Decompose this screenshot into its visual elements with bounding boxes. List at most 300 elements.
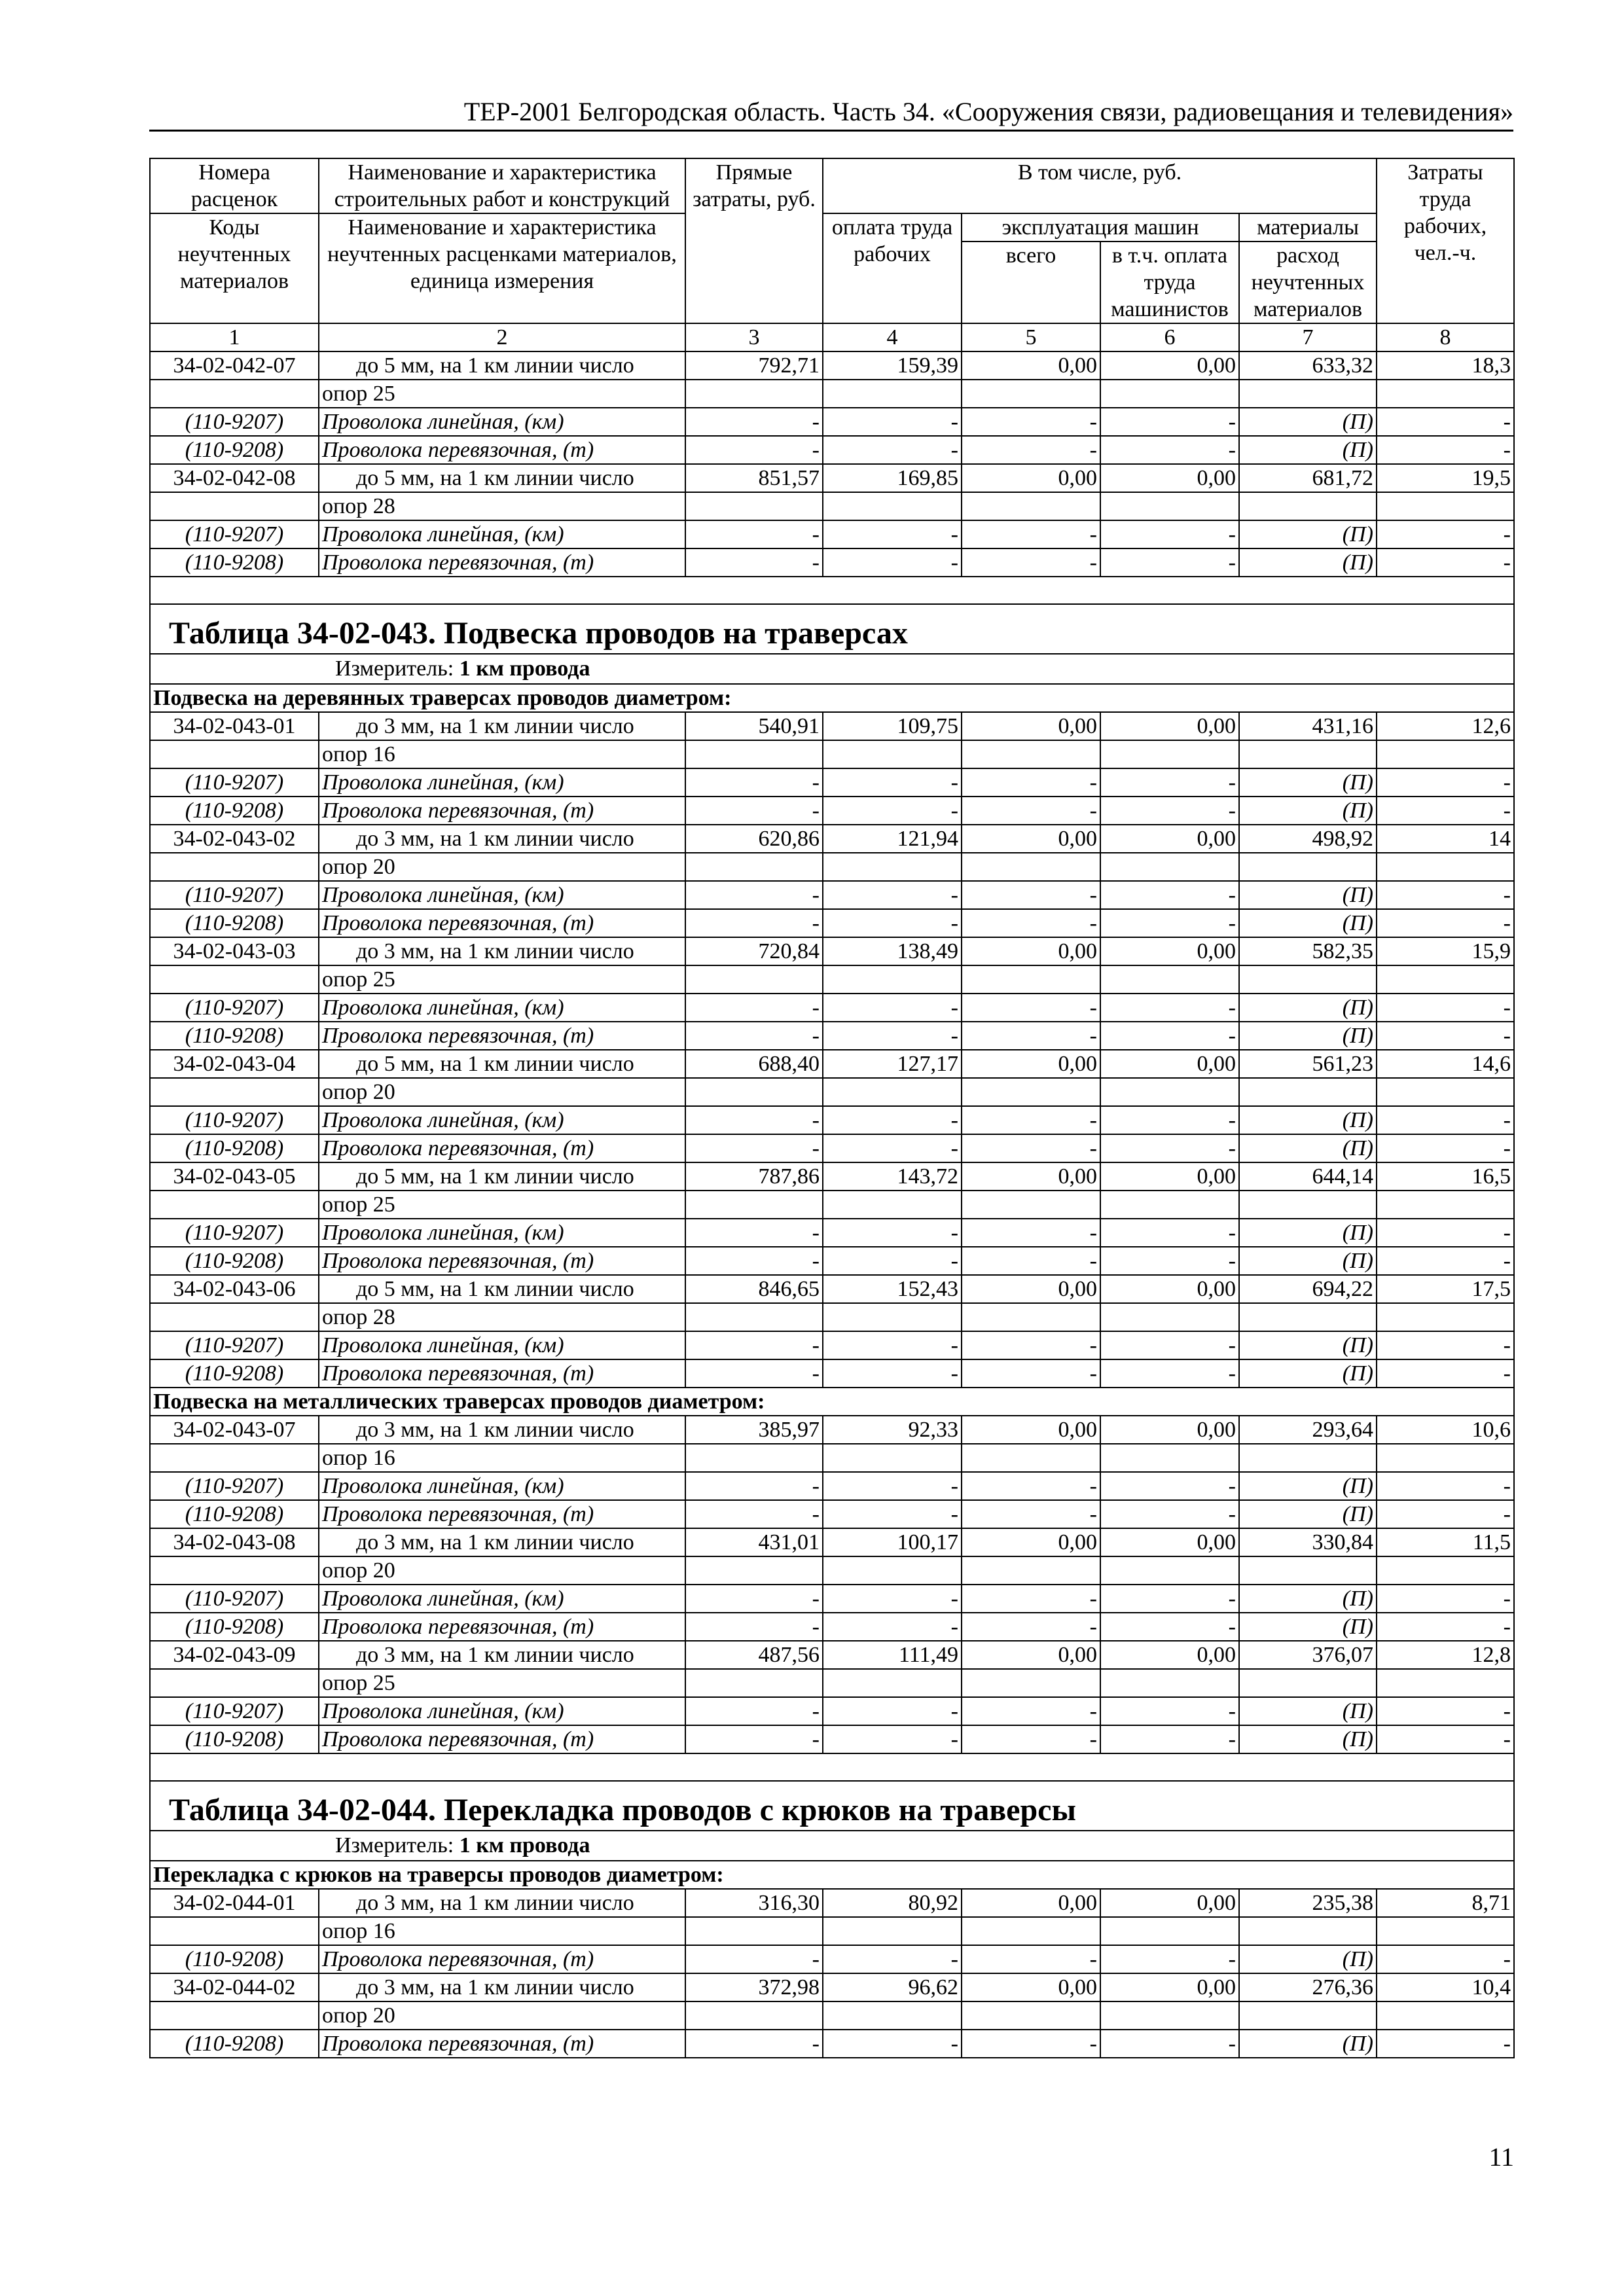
material-dash: - bbox=[1100, 881, 1239, 909]
material-row bbox=[150, 1106, 1514, 1134]
material-dash: - bbox=[685, 797, 823, 825]
material-name: Проволока перевязочная, (т) bbox=[319, 1022, 685, 1050]
page-header: ТЕР-2001 Белгородская область. Часть 34. «Сооружения связи, радиовещания и телевидения» bbox=[149, 96, 1513, 132]
value-c5: 0,00 bbox=[962, 712, 1100, 740]
value-c8: 15,9 bbox=[1377, 937, 1514, 965]
material-dash: - bbox=[962, 1359, 1100, 1388]
material-dash: - bbox=[1377, 1697, 1514, 1725]
material-dash: - bbox=[685, 548, 823, 577]
measure-value: 1 км провода bbox=[459, 656, 590, 681]
section-row bbox=[150, 684, 1514, 712]
rate-name-line1: до 3 мм, на 1 км линии число bbox=[356, 1530, 634, 1554]
material-code: (110-9207) bbox=[150, 1106, 319, 1134]
header-material-codes: Коды неучтенных материалов bbox=[150, 213, 319, 323]
material-row bbox=[150, 797, 1514, 825]
section-title: Подвеска на деревянных траверсах проводов диаметром: bbox=[150, 684, 1514, 712]
material-dash: - bbox=[962, 436, 1100, 464]
rate-name-line2: опор 25 bbox=[319, 965, 685, 994]
value-c5: 0,00 bbox=[962, 1275, 1100, 1303]
value-c7: 293,64 bbox=[1239, 1416, 1377, 1444]
rate-name bbox=[319, 1641, 685, 1669]
material-name: Проволока линейная, (км) bbox=[319, 1331, 685, 1359]
material-dash: - bbox=[1100, 1945, 1239, 1973]
value-c5: 0,00 bbox=[962, 1889, 1100, 1917]
table-title-row bbox=[150, 1781, 1514, 1831]
material-dash: - bbox=[1377, 1022, 1514, 1050]
rate-name-line1: до 3 мм, на 1 км линии число bbox=[356, 1418, 634, 1442]
material-name: Проволока линейная, (км) bbox=[319, 520, 685, 548]
material-dash: - bbox=[1100, 1613, 1239, 1641]
material-dash: - bbox=[1377, 1472, 1514, 1500]
material-dash: - bbox=[1100, 1697, 1239, 1725]
material-dash: - bbox=[1377, 1247, 1514, 1275]
material-name: Проволока перевязочная, (т) bbox=[319, 909, 685, 937]
rate-row-continued bbox=[150, 1669, 1514, 1697]
measure-label: Измеритель: bbox=[335, 656, 454, 681]
material-dash: - bbox=[685, 1472, 823, 1500]
material-dash: - bbox=[1377, 909, 1514, 937]
material-flag: (П) bbox=[1239, 1134, 1377, 1162]
rate-name-line1: до 5 мм, на 1 км линии число bbox=[356, 1277, 634, 1301]
value-c3: 316,30 bbox=[685, 1889, 823, 1917]
material-dash: - bbox=[1100, 1359, 1239, 1388]
value-c7: 431,16 bbox=[1239, 712, 1377, 740]
header-direct-costs: Прямые затраты, руб. bbox=[685, 158, 823, 323]
value-c4: 159,39 bbox=[823, 351, 962, 380]
rate-name-line1: до 3 мм, на 1 км линии число bbox=[356, 1643, 634, 1667]
material-dash: - bbox=[1100, 1472, 1239, 1500]
material-dash: - bbox=[685, 909, 823, 937]
material-code: (110-9207) bbox=[150, 1472, 319, 1500]
rate-code: 34-02-044-01 bbox=[150, 1889, 319, 1917]
material-name: Проволока линейная, (км) bbox=[319, 1585, 685, 1613]
material-name: Проволока линейная, (км) bbox=[319, 881, 685, 909]
col-num-2: 2 bbox=[319, 323, 685, 351]
material-row bbox=[150, 1585, 1514, 1613]
rate-code: 34-02-043-02 bbox=[150, 825, 319, 853]
material-dash: - bbox=[685, 2030, 823, 2058]
material-flag: (П) bbox=[1239, 436, 1377, 464]
rate-name-line1: до 3 мм, на 1 км линии число bbox=[356, 714, 634, 738]
material-name: Проволока перевязочная, (т) bbox=[319, 1613, 685, 1641]
rate-name-line1: до 5 мм, на 1 км линии число bbox=[356, 1052, 634, 1076]
material-dash: - bbox=[685, 1585, 823, 1613]
rate-name-line2: опор 20 bbox=[319, 1078, 685, 1106]
value-c5: 0,00 bbox=[962, 464, 1100, 492]
table-title-row bbox=[150, 604, 1514, 654]
value-c7: 235,38 bbox=[1239, 1889, 1377, 1917]
value-c4: 152,43 bbox=[823, 1275, 962, 1303]
material-name: Проволока линейная, (км) bbox=[319, 408, 685, 436]
rate-name bbox=[319, 825, 685, 853]
material-dash: - bbox=[1377, 520, 1514, 548]
rate-code: 34-02-043-08 bbox=[150, 1528, 319, 1556]
material-dash: - bbox=[685, 768, 823, 797]
material-name: Проволока линейная, (км) bbox=[319, 994, 685, 1022]
rate-row-continued bbox=[150, 2001, 1514, 2030]
material-dash: - bbox=[823, 2030, 962, 2058]
rate-name bbox=[319, 937, 685, 965]
material-dash: - bbox=[962, 909, 1100, 937]
value-c7: 694,22 bbox=[1239, 1275, 1377, 1303]
material-dash: - bbox=[823, 520, 962, 548]
material-code: (110-9207) bbox=[150, 520, 319, 548]
value-c5: 0,00 bbox=[962, 825, 1100, 853]
material-dash: - bbox=[823, 1134, 962, 1162]
material-row bbox=[150, 1219, 1514, 1247]
material-code: (110-9208) bbox=[150, 1134, 319, 1162]
material-row bbox=[150, 548, 1514, 577]
material-row bbox=[150, 520, 1514, 548]
material-flag: (П) bbox=[1239, 1945, 1377, 1973]
rate-row bbox=[150, 1275, 1514, 1303]
value-c5: 0,00 bbox=[962, 1528, 1100, 1556]
material-row bbox=[150, 2030, 1514, 2058]
rate-code: 34-02-044-02 bbox=[150, 1973, 319, 2001]
value-c4: 96,62 bbox=[823, 1973, 962, 2001]
material-dash: - bbox=[685, 1134, 823, 1162]
material-flag: (П) bbox=[1239, 797, 1377, 825]
material-dash: - bbox=[962, 408, 1100, 436]
material-dash: - bbox=[685, 1500, 823, 1528]
rate-row-continued bbox=[150, 1917, 1514, 1945]
value-c6: 0,00 bbox=[1100, 1528, 1239, 1556]
material-dash: - bbox=[685, 881, 823, 909]
col-num-3: 3 bbox=[685, 323, 823, 351]
rate-row bbox=[150, 937, 1514, 965]
material-code: (110-9207) bbox=[150, 1585, 319, 1613]
value-c4: 138,49 bbox=[823, 937, 962, 965]
header-worker-pay: оплата труда рабочих bbox=[823, 213, 962, 323]
material-row bbox=[150, 1472, 1514, 1500]
value-c5: 0,00 bbox=[962, 1973, 1100, 2001]
material-dash: - bbox=[1377, 1359, 1514, 1388]
material-row bbox=[150, 1945, 1514, 1973]
value-c8: 17,5 bbox=[1377, 1275, 1514, 1303]
material-dash: - bbox=[962, 1219, 1100, 1247]
material-dash: - bbox=[1377, 436, 1514, 464]
table-title: Таблица 34-02-043. Подвеска проводов на траверсах bbox=[150, 604, 1514, 654]
material-dash: - bbox=[962, 2030, 1100, 2058]
material-name: Проволока перевязочная, (т) bbox=[319, 1247, 685, 1275]
value-c3: 688,40 bbox=[685, 1050, 823, 1078]
rate-name bbox=[319, 1528, 685, 1556]
rate-name bbox=[319, 464, 685, 492]
material-row bbox=[150, 1134, 1514, 1162]
material-row bbox=[150, 1247, 1514, 1275]
material-name: Проволока линейная, (км) bbox=[319, 1219, 685, 1247]
header-row-2 bbox=[150, 213, 1514, 242]
material-row bbox=[150, 994, 1514, 1022]
material-row bbox=[150, 1697, 1514, 1725]
material-code: (110-9208) bbox=[150, 548, 319, 577]
rate-name-line2: опор 16 bbox=[319, 1444, 685, 1472]
material-dash: - bbox=[823, 1613, 962, 1641]
material-dash: - bbox=[1100, 1134, 1239, 1162]
material-dash: - bbox=[1100, 520, 1239, 548]
rate-code: 34-02-042-08 bbox=[150, 464, 319, 492]
header-including: В том числе, руб. bbox=[823, 158, 1377, 213]
material-name: Проволока линейная, (км) bbox=[319, 1106, 685, 1134]
value-c8: 11,5 bbox=[1377, 1528, 1514, 1556]
rate-row bbox=[150, 1416, 1514, 1444]
value-c5: 0,00 bbox=[962, 937, 1100, 965]
material-dash: - bbox=[1100, 1106, 1239, 1134]
material-dash: - bbox=[1377, 1585, 1514, 1613]
value-c8: 12,6 bbox=[1377, 712, 1514, 740]
value-c3: 720,84 bbox=[685, 937, 823, 965]
material-dash: - bbox=[823, 1331, 962, 1359]
value-c4: 127,17 bbox=[823, 1050, 962, 1078]
material-flag: (П) bbox=[1239, 1613, 1377, 1641]
material-dash: - bbox=[1100, 1219, 1239, 1247]
rate-row-continued bbox=[150, 380, 1514, 408]
value-c8: 16,5 bbox=[1377, 1162, 1514, 1191]
material-flag: (П) bbox=[1239, 1725, 1377, 1753]
material-dash: - bbox=[685, 436, 823, 464]
material-dash: - bbox=[962, 1725, 1100, 1753]
material-dash: - bbox=[1377, 408, 1514, 436]
value-c8: 14 bbox=[1377, 825, 1514, 853]
rate-row-continued bbox=[150, 492, 1514, 520]
header-row-1 bbox=[150, 158, 1514, 213]
material-dash: - bbox=[962, 1613, 1100, 1641]
material-dash: - bbox=[823, 1945, 962, 1973]
material-dash: - bbox=[823, 1106, 962, 1134]
material-flag: (П) bbox=[1239, 1697, 1377, 1725]
rate-row bbox=[150, 825, 1514, 853]
header-material-names: Наименование и характеристика неучтенных расценками материалов, единица измерения bbox=[319, 213, 685, 323]
value-c3: 620,86 bbox=[685, 825, 823, 853]
material-dash: - bbox=[823, 994, 962, 1022]
material-dash: - bbox=[1377, 1613, 1514, 1641]
rate-code: 34-02-043-09 bbox=[150, 1641, 319, 1669]
material-dash: - bbox=[685, 1697, 823, 1725]
measure-row bbox=[150, 654, 1514, 684]
section-title: Подвеска на металлических траверсах проводов диаметром: bbox=[150, 1388, 1514, 1416]
value-c5: 0,00 bbox=[962, 1162, 1100, 1191]
material-dash: - bbox=[1377, 994, 1514, 1022]
material-dash: - bbox=[685, 1106, 823, 1134]
value-c7: 376,07 bbox=[1239, 1641, 1377, 1669]
value-c4: 109,75 bbox=[823, 712, 962, 740]
value-c8: 18,3 bbox=[1377, 351, 1514, 380]
material-row bbox=[150, 881, 1514, 909]
material-dash: - bbox=[962, 1134, 1100, 1162]
value-c7: 681,72 bbox=[1239, 464, 1377, 492]
material-flag: (П) bbox=[1239, 1500, 1377, 1528]
material-dash: - bbox=[1377, 768, 1514, 797]
material-row bbox=[150, 1331, 1514, 1359]
material-dash: - bbox=[823, 1472, 962, 1500]
material-dash: - bbox=[685, 1945, 823, 1973]
header-labor-costs: Затраты труда рабочих, чел.-ч. bbox=[1377, 158, 1514, 323]
material-dash: - bbox=[962, 768, 1100, 797]
material-code: (110-9208) bbox=[150, 1945, 319, 1973]
material-dash: - bbox=[823, 1500, 962, 1528]
rate-name-line1: до 5 мм, на 1 км линии число bbox=[356, 466, 634, 490]
material-row bbox=[150, 1725, 1514, 1753]
rate-name-line2: опор 25 bbox=[319, 1669, 685, 1697]
material-flag: (П) bbox=[1239, 1472, 1377, 1500]
rate-row bbox=[150, 1973, 1514, 2001]
rate-name-line1: до 3 мм, на 1 км линии число bbox=[356, 1891, 634, 1915]
material-dash: - bbox=[962, 1331, 1100, 1359]
material-dash: - bbox=[962, 1500, 1100, 1528]
col-num-4: 4 bbox=[823, 323, 962, 351]
rate-code: 34-02-042-07 bbox=[150, 351, 319, 380]
value-c4: 100,17 bbox=[823, 1528, 962, 1556]
rate-name-line2: опор 20 bbox=[319, 2001, 685, 2030]
rate-name-line2: опор 25 bbox=[319, 380, 685, 408]
material-row bbox=[150, 1613, 1514, 1641]
value-c6: 0,00 bbox=[1100, 1162, 1239, 1191]
value-c8: 19,5 bbox=[1377, 464, 1514, 492]
material-dash: - bbox=[962, 1472, 1100, 1500]
material-dash: - bbox=[1100, 797, 1239, 825]
material-name: Проволока перевязочная, (т) bbox=[319, 1725, 685, 1753]
value-c3: 385,97 bbox=[685, 1416, 823, 1444]
material-dash: - bbox=[962, 1945, 1100, 1973]
section-row bbox=[150, 1861, 1514, 1889]
material-name: Проволока перевязочная, (т) bbox=[319, 797, 685, 825]
material-code: (110-9207) bbox=[150, 994, 319, 1022]
material-row bbox=[150, 768, 1514, 797]
price-table bbox=[149, 158, 1515, 2058]
material-dash: - bbox=[962, 994, 1100, 1022]
page-number: 11 bbox=[1489, 2142, 1514, 2172]
material-flag: (П) bbox=[1239, 548, 1377, 577]
material-dash: - bbox=[1100, 408, 1239, 436]
rate-row-continued bbox=[150, 1303, 1514, 1331]
rate-name bbox=[319, 351, 685, 380]
col-num-6: 6 bbox=[1100, 323, 1239, 351]
material-flag: (П) bbox=[1239, 1247, 1377, 1275]
rate-name bbox=[319, 1050, 685, 1078]
rate-row bbox=[150, 1050, 1514, 1078]
value-c7: 498,92 bbox=[1239, 825, 1377, 853]
rate-name-line2: опор 16 bbox=[319, 740, 685, 768]
header-operator-pay: в т.ч. оплата труда машинистов bbox=[1100, 242, 1239, 323]
value-c5: 0,00 bbox=[962, 1050, 1100, 1078]
material-dash: - bbox=[823, 909, 962, 937]
value-c3: 431,01 bbox=[685, 1528, 823, 1556]
material-dash: - bbox=[962, 1697, 1100, 1725]
material-dash: - bbox=[823, 1247, 962, 1275]
material-dash: - bbox=[823, 768, 962, 797]
measure-value: 1 км провода bbox=[459, 1833, 590, 1857]
material-code: (110-9207) bbox=[150, 881, 319, 909]
col-num-8: 8 bbox=[1377, 323, 1514, 351]
material-flag: (П) bbox=[1239, 994, 1377, 1022]
material-dash: - bbox=[823, 408, 962, 436]
value-c3: 792,71 bbox=[685, 351, 823, 380]
material-dash: - bbox=[823, 1022, 962, 1050]
value-c6: 0,00 bbox=[1100, 825, 1239, 853]
material-code: (110-9208) bbox=[150, 1359, 319, 1388]
material-row bbox=[150, 1022, 1514, 1050]
material-dash: - bbox=[685, 1725, 823, 1753]
section-title: Перекладка с крюков на траверсы проводов диаметром: bbox=[150, 1861, 1514, 1889]
material-dash: - bbox=[1377, 1725, 1514, 1753]
material-dash: - bbox=[962, 520, 1100, 548]
material-dash: - bbox=[1100, 2030, 1239, 2058]
material-dash: - bbox=[823, 881, 962, 909]
rate-row-continued bbox=[150, 740, 1514, 768]
value-c8: 8,71 bbox=[1377, 1889, 1514, 1917]
material-dash: - bbox=[1100, 1022, 1239, 1050]
header-machines: эксплуатация машин bbox=[962, 213, 1239, 242]
value-c6: 0,00 bbox=[1100, 937, 1239, 965]
material-flag: (П) bbox=[1239, 1331, 1377, 1359]
value-c7: 644,14 bbox=[1239, 1162, 1377, 1191]
material-code: (110-9207) bbox=[150, 1697, 319, 1725]
rate-code: 34-02-043-06 bbox=[150, 1275, 319, 1303]
rate-row-continued bbox=[150, 853, 1514, 881]
rate-name-line1: до 3 мм, на 1 км линии число bbox=[356, 827, 634, 851]
value-c7: 561,23 bbox=[1239, 1050, 1377, 1078]
rate-name-line1: до 5 мм, на 1 км линии число bbox=[356, 1164, 634, 1189]
value-c4: 111,49 bbox=[823, 1641, 962, 1669]
rate-row-continued bbox=[150, 965, 1514, 994]
rate-name-line2: опор 20 bbox=[319, 853, 685, 881]
value-c3: 487,56 bbox=[685, 1641, 823, 1669]
value-c6: 0,00 bbox=[1100, 1641, 1239, 1669]
header-rate-numbers: Номера расценок bbox=[150, 158, 319, 213]
material-dash: - bbox=[1100, 994, 1239, 1022]
value-c7: 582,35 bbox=[1239, 937, 1377, 965]
material-flag: (П) bbox=[1239, 768, 1377, 797]
rate-row bbox=[150, 712, 1514, 740]
value-c8: 14,6 bbox=[1377, 1050, 1514, 1078]
header-work-name: Наименование и характеристика строительных работ и конструкций bbox=[319, 158, 685, 213]
material-dash: - bbox=[1100, 436, 1239, 464]
material-dash: - bbox=[823, 1697, 962, 1725]
value-c4: 169,85 bbox=[823, 464, 962, 492]
rate-name-line1: до 3 мм, на 1 км линии число bbox=[356, 1975, 634, 2000]
material-dash: - bbox=[1100, 1247, 1239, 1275]
value-c6: 0,00 bbox=[1100, 1889, 1239, 1917]
material-dash: - bbox=[1377, 797, 1514, 825]
material-dash: - bbox=[1100, 768, 1239, 797]
rate-name-line2: опор 25 bbox=[319, 1191, 685, 1219]
material-row bbox=[150, 436, 1514, 464]
rate-row bbox=[150, 1641, 1514, 1669]
rate-row bbox=[150, 1162, 1514, 1191]
material-dash: - bbox=[1100, 1500, 1239, 1528]
value-c3: 787,86 bbox=[685, 1162, 823, 1191]
value-c8: 10,4 bbox=[1377, 1973, 1514, 2001]
material-code: (110-9208) bbox=[150, 1247, 319, 1275]
material-dash: - bbox=[1100, 1331, 1239, 1359]
material-dash: - bbox=[823, 548, 962, 577]
rate-name bbox=[319, 712, 685, 740]
rate-name-line2: опор 28 bbox=[319, 1303, 685, 1331]
material-dash: - bbox=[685, 994, 823, 1022]
material-dash: - bbox=[823, 1585, 962, 1613]
material-name: Проволока перевязочная, (т) bbox=[319, 436, 685, 464]
material-dash: - bbox=[685, 1247, 823, 1275]
value-c6: 0,00 bbox=[1100, 464, 1239, 492]
material-code: (110-9208) bbox=[150, 1500, 319, 1528]
value-c5: 0,00 bbox=[962, 351, 1100, 380]
value-c3: 372,98 bbox=[685, 1973, 823, 2001]
material-dash: - bbox=[685, 520, 823, 548]
section-row bbox=[150, 1388, 1514, 1416]
material-dash: - bbox=[1100, 548, 1239, 577]
material-dash: - bbox=[1377, 548, 1514, 577]
material-flag: (П) bbox=[1239, 881, 1377, 909]
